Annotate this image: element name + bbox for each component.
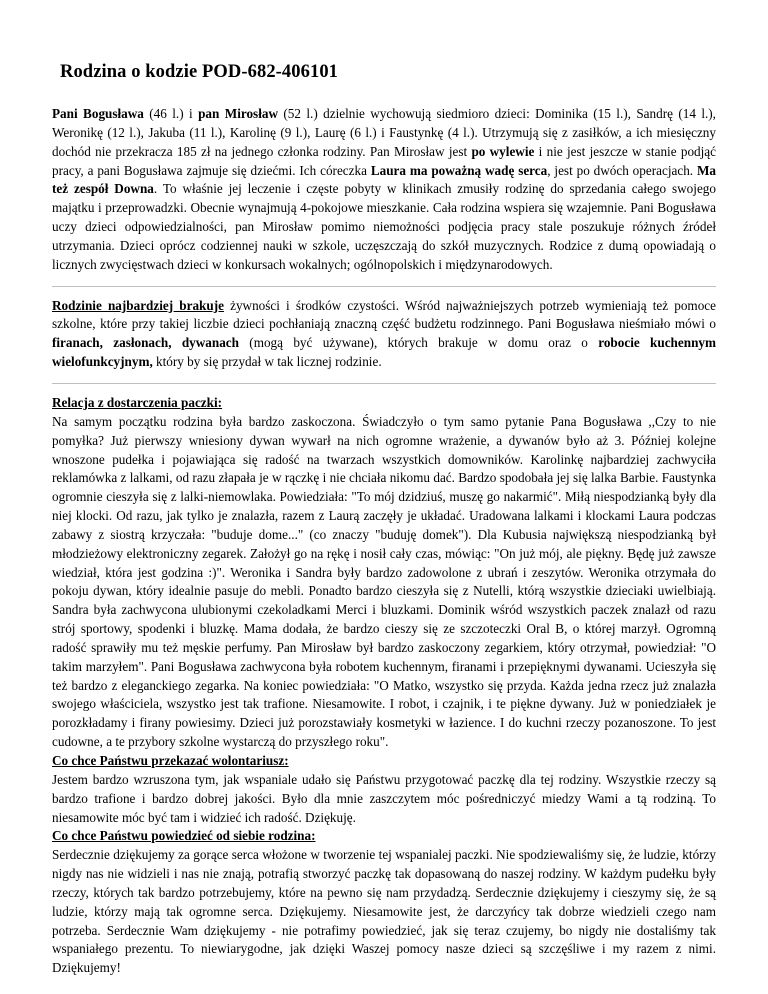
report-text: Na samym początku rodzina była bardzo zaskoczona. Świadczyło o tym samo pytanie Pana Bogusława ,,Czy to nie pomyłka? Już pierwszy wniesiony dywan wywarł na nich ogromne wrażenie, a dywanów było aż 3. Później kolejne wnoszone pudełka i pojawiająca się radość na twarzach wszystkich domowników. Karolinkę najbardziej zachwyciła reklamówka z lalkami, od razu złapała je w rączkę i nie chciała nikomu dać. Bardzo spodobała jej się lalka Barbie. Faustynka ogromnie cieszyła się z lalki-niemowlaka. Powiedziała: "To mój dzidziuś, muszę go nakarmić". Miłą niespodzianką były dla niej klocki. Od razu, jak tylko je znalazła, razem z Laurą zaczęły je układać. Uradowana lalkami i klockami Laura podczas zabawy z siostrą krzyczała: "buduje dome..." (co znaczy "buduję domek"). Dla Kubusia największą niespodzianką był młodzieżowy elektroniczny zegarek. Założył go na rękę i nosił cały czas, mówiąc: "On już mój, ale piękny. Będę już zawsze wiedział, która jest godzina :)". Weronika i Sandra były bardzo zadowolone z ubrań i zeszytów. Weronika otrzymała do pokoju dywan, który idealnie pasuje do mebli. Ponadto bardzo cieszyła się z Nutelli, którą wszystkie dzieciaki uwielbiają. Sandra była zachwycona ulubionymi czekoladkami Merci i bluzkami. Dominik wśród wszystkich paczek znalazł od razu strój sportowy, spodenki i bluzkę. Mama dodała, że bardzo cieszy się ze szczoteczki Oral B, o której marzył. Ogromną radość sprawiły mu też męskie perfumy. Pan Mirosław był bardzo zaskoczony zegarkiem, który otrzymał, powiedział: "O takim marzyłem". Pani Bogusława zachwycona była robotem kuchennym, firanami i przepięknymi dywanami. Ucieszyła się też bardzo z eleganckiego zegarka. Na koniec powiedziała: "O Matko, wszystko się przyda. Każda jedna rzecz już znalazła swojego właściciela, wszystko jest tak trafione. Niesamowite. I robot, i czajnik, i te piękne dywany. Już w poniedziałek je porozkładamy i firany powiesimy. Dzieci już porozstawiały kosmetyki w łazience. I do kuchni rzeczy pozanoszone. To jest cudowne, a te przybory szkolne wystarczą do przyszłego roku".	[52, 413, 716, 750]
needs-curtains: firanach, zasłonach, dywanach	[52, 335, 239, 351]
intro-paragraph	[52, 105, 716, 275]
volunteer-text: Jestem bardzo wzruszona tym, jak wspaniale udało się Państwu przygotować paczkę dla tej rodziny. Wszystkie rzeczy są bardzo trafione i bardzo dobrej jakości. Było dla mnie zaszczytem móc pośredniczyć miedzy Wami a tą rodziną. To niesamowite móc być tam i widzieć ich radość. Dziękuję.	[52, 771, 716, 825]
report-heading: Relacja z dostarczenia paczki:	[52, 394, 223, 410]
section-divider	[52, 383, 716, 384]
intro-text-2: (52 l.) dzielnie wychowują siedmioro dzieci: Dominika (15 l.), Sandrę (14 l.), Weronikę (12 l.), Jakuba (11 l.), Karolinę (9 l.), Laurę (6 l.) i Faustynkę (4 l.). Utrzymują się z zasiłków, a ich miesięczny dochód nie przekracza 185 zł na jednego członka rodziny. Pan Mirosław jest	[52, 106, 716, 159]
intro-text-5: . To właśnie jej leczenie i częste pobyty w klinikach zmusiły rodzinę do sprzedania całego swojego majątku i przeprowadzki. Obecnie wynajmują 4-pokojowe mieszkanie. Cała rodzina wspiera się wzajemnie. Pani Bogusława uczy dzieci odpowiedzialności, pan Mirosław pomimo niemożności podjęcia pracy stale poszukuje różnych źródeł utrzymania. Dzieci oprócz codziennej nauki w szkole, uczęszczają do szkół muzycznych. Rodzice z dumą opowiadają o licznych zwycięstwach dzieci w konkursach wokalnych; ogólnopolskich i międzynarodowych.	[52, 181, 716, 272]
report-section	[52, 394, 716, 752]
page-title: Rodzina o kodzie POD-682-406101	[60, 62, 339, 82]
family-section	[52, 827, 716, 978]
intro-stroke: po wylewie	[471, 143, 535, 159]
needs-text-3: który by się przydał w tak licznej rodzinie.	[152, 354, 382, 370]
family-text: Serdecznie dziękujemy za gorące serca włożone w tworzenie tej wspanialej paczki. Nie spodziewaliśmy się, że ludzie, którzy nigdy nas nie widzieli i nas nie znają, potrafią stworzyć paczkę tak dopasowaną do naszej rodziny. W każdym pudełku były rzeczy, których tak bardzo potrzebujemy, które na pewno się nam przydadzą. Serdecznie dziękujemy i cieszymy się, że są ludzie, którzy mają tak ogromne serca. Dziękujemy. Niesamowite jest, że darczyńcy tak dobrze wiedzieli czego nam potrzeba. Serdecznie Wam dziękujemy - nie potrafimy powiedzieć, jak się teraz czujemy, bo nigdy nie dostaliśmy tak wspaniałego prezentu. To niewiarygodne, jak dzięki Waszej pomocy nasze dzieci są szczęśliwe i my razem z nimi. Dziękujemy!	[52, 847, 716, 976]
volunteer-heading: Co chce Państwu przekazać wolontariusz:	[52, 753, 289, 768]
section-divider	[52, 286, 716, 287]
intro-text-3: i nie jest jeszcze w stanie podjąć pracy, a pani Bogusława zajmuje się dziećmi. Ich córeczka	[52, 143, 716, 178]
needs-label: Rodzinie najbardziej brakuje	[52, 297, 224, 313]
intro-mother: Pani Bogusława	[52, 106, 144, 121]
volunteer-section	[52, 752, 716, 827]
intro-down-syndrome: Ma też zespół Downa	[52, 162, 717, 197]
intro-text-4: , jest po dwóch operacjach.	[547, 162, 697, 178]
needs-kitchen-robot: robocie kuchennym wielofunkcyjnym,	[52, 335, 716, 370]
intro-heart-defect: Laura ma poważną wadę serca	[370, 162, 548, 178]
intro-father: pan Mirosław	[198, 106, 278, 121]
needs-text-2: (mogą być używane), których brakuje w domu oraz o	[238, 335, 599, 351]
family-heading: Co chce Państwu powiedzieć od siebie rodzina:	[52, 828, 316, 844]
needs-text-1: żywności i środków czystości. Wśród najważniejszych potrzeb wymieniają też pomoce szkolne, które przy takiej liczbie dzieci pochłaniają znaczną część budżetu rodzinnego. Pani Bogusława nieśmiało mówi o	[52, 297, 716, 332]
needs-paragraph	[52, 297, 716, 372]
intro-text-1: (46 l.) i	[143, 106, 199, 121]
